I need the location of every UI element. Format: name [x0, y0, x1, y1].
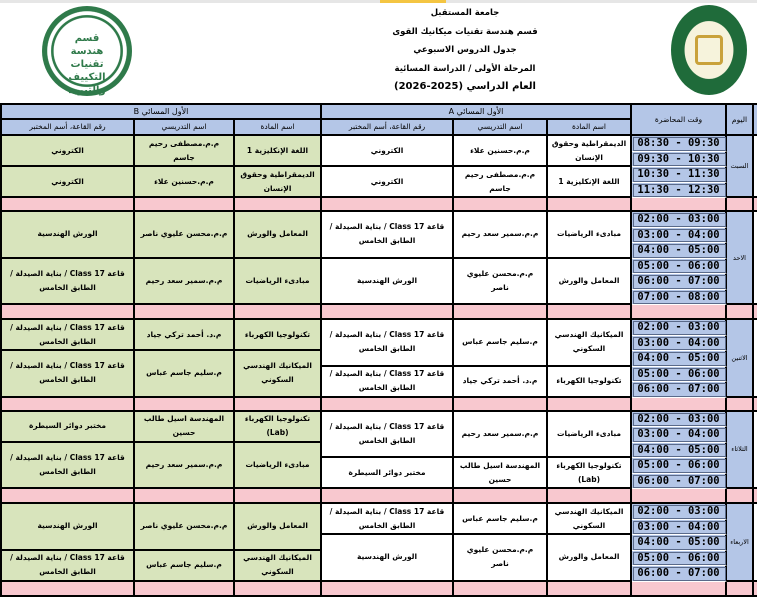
day-separator-cell[interactable]	[632, 582, 727, 597]
column-header-teacher[interactable]: اسم التدريسي	[454, 120, 548, 136]
day-separator-cell[interactable]	[548, 489, 632, 504]
room-cell[interactable]: الكتروني	[2, 136, 135, 167]
subject-cell[interactable]: اللغة الإنكليزية 1	[548, 167, 632, 198]
time-slot[interactable]: 05:00 - 06:00	[632, 259, 727, 275]
time-slot[interactable]: 03:00 - 04:00	[632, 520, 727, 536]
day-separator-cell[interactable]	[454, 398, 548, 412]
day-separator-cell[interactable]	[727, 398, 754, 412]
subject-cell[interactable]: الميكانيك الهندسي السكوني	[235, 551, 322, 582]
teacher-cell[interactable]: م.م.مصطفى رحيم جاسم	[135, 136, 235, 167]
time-slot[interactable]: 05:00 - 06:00	[632, 458, 727, 474]
time-slot[interactable]: 06:00 - 07:00	[632, 474, 727, 490]
day-separator-cell[interactable]	[454, 489, 548, 504]
group-b-header[interactable]: الأول المسائي B	[2, 105, 322, 120]
day-separator-cell[interactable]	[632, 489, 727, 504]
subject-cell[interactable]: اللغة الإنكليزية 1	[235, 136, 322, 167]
room-cell[interactable]: قاعة Class 17 / بناية الصيدلة / الطابق الخامس	[322, 320, 454, 367]
group-a-header[interactable]: الأول المسائي A	[322, 105, 632, 120]
subject-cell[interactable]: تكنولوجيا الكهرباء	[235, 320, 322, 351]
teacher-cell[interactable]: م.سليم جاسم عباس	[454, 320, 548, 367]
day-label[interactable]: الثلاثاء	[727, 412, 754, 490]
day-label[interactable]: الاحد	[727, 212, 754, 305]
day-separator-cell[interactable]	[632, 398, 727, 412]
day-separator-cell[interactable]	[727, 198, 754, 212]
day-separator-cell[interactable]	[235, 198, 322, 212]
time-slot[interactable]: 04:00 - 05:00	[632, 535, 727, 551]
room-cell[interactable]: قاعة Class 17 / بناية الصيدلة / الطابق الخامس	[322, 504, 454, 535]
subject-cell[interactable]: المعامل والورش	[548, 259, 632, 306]
day-column-header[interactable]: اليوم	[727, 105, 754, 136]
teacher-cell[interactable]: م.م.حسنين علاء	[454, 136, 548, 167]
day-separator-cell[interactable]	[235, 305, 322, 320]
room-cell[interactable]: مختبر دوائر السيطرة	[2, 412, 135, 443]
title-stage: المرحلة الأولى / الدراسة المسائية	[394, 63, 536, 74]
teacher-cell[interactable]: م.سليم جاسم عباس	[135, 351, 235, 398]
time-slot[interactable]: 04:00 - 05:00	[632, 351, 727, 367]
time-slot[interactable]: 04:00 - 05:00	[632, 243, 727, 259]
title-schedule: جدول الدروس الاسبوعي	[413, 45, 517, 55]
time-slot[interactable]: 05:00 - 06:00	[632, 367, 727, 383]
day-separator-cell[interactable]	[727, 582, 754, 597]
teacher-cell[interactable]: م.م.محسن عليوي ناصر	[454, 535, 548, 582]
subject-cell[interactable]: مبادىء الرياضيات	[235, 259, 322, 306]
subject-cell[interactable]: تكنولوجيا الكهرباء (Lab)	[548, 458, 632, 489]
room-cell[interactable]: الكتروني	[322, 136, 454, 167]
day-separator-cell[interactable]	[235, 582, 322, 597]
room-cell[interactable]: قاعة Class 17 / بناية الصيدلة / الطابق الخامس	[2, 259, 135, 306]
room-cell[interactable]: قاعة Class 17 / بناية الصيدلة / الطابق الخامس	[322, 367, 454, 398]
day-separator-cell[interactable]	[2, 489, 135, 504]
day-separator-cell[interactable]	[322, 398, 454, 412]
subject-cell[interactable]: مبادىء الرياضيات	[548, 212, 632, 259]
time-slot[interactable]: 10:30 - 11:30	[632, 167, 727, 183]
room-cell[interactable]: قاعة Class 17 / بناية الصيدلة / الطابق الخامس	[322, 212, 454, 259]
room-cell[interactable]: مختبر دوائر السيطرة	[322, 458, 454, 489]
time-slot[interactable]: 02:00 - 03:00	[632, 412, 727, 428]
room-cell[interactable]: قاعة Class 17 / بناية الصيدلة / الطابق الخامس	[2, 443, 135, 490]
subject-cell[interactable]: المعامل والورش	[235, 504, 322, 551]
university-logo	[671, 5, 747, 95]
subject-cell[interactable]: المعامل والورش	[235, 212, 322, 259]
column-header-subject[interactable]: اسم المادة	[235, 120, 322, 136]
day-separator-cell[interactable]	[235, 398, 322, 412]
time-column-header[interactable]: وقت المحاضرة	[632, 105, 727, 136]
subject-cell[interactable]: الديمقراطية وحقوق الإنسان	[235, 167, 322, 198]
teacher-cell[interactable]: م.م.محسن عليوي ناصر	[135, 212, 235, 259]
room-cell[interactable]: الورش الهندسية	[2, 212, 135, 259]
day-separator-cell[interactable]	[322, 489, 454, 504]
day-separator-cell[interactable]	[548, 305, 632, 320]
time-slot[interactable]: 09:30 - 10:30	[632, 152, 727, 168]
subject-cell[interactable]: الميكانيك الهندسي السكوني	[548, 320, 632, 367]
time-slot[interactable]: 03:00 - 04:00	[632, 427, 727, 443]
time-slot[interactable]: 05:00 - 06:00	[632, 551, 727, 567]
subject-cell[interactable]: الميكانيك الهندسي السكوني	[235, 351, 322, 398]
day-separator-cell[interactable]	[2, 398, 135, 412]
time-slot[interactable]: 08:30 - 09:30	[632, 136, 727, 152]
time-slot[interactable]: 02:00 - 03:00	[632, 320, 727, 336]
day-separator-cell[interactable]	[135, 582, 235, 597]
subject-cell[interactable]: تكنولوجيا الكهرباء (Lab)	[235, 412, 322, 443]
teacher-cell[interactable]: م.سليم جاسم عباس	[135, 551, 235, 582]
title-university: جامعة المستقبل	[430, 8, 500, 18]
room-cell[interactable]: قاعة Class 17 / بناية الصيدلة / الطابق الخامس	[2, 551, 135, 582]
column-header-teacher[interactable]: اسم التدريسي	[135, 120, 235, 136]
teacher-cell[interactable]: م.د. أحمد تركي جياد	[454, 367, 548, 398]
time-slot[interactable]: 06:00 - 07:00	[632, 566, 727, 582]
day-separator-cell[interactable]	[727, 305, 754, 320]
column-header-subject[interactable]: اسم المادة	[548, 120, 632, 136]
teacher-cell[interactable]: م.م.محسن عليوي ناصر	[135, 504, 235, 551]
teacher-cell[interactable]: م.م.سمير سعد رحيم	[454, 212, 548, 259]
day-label[interactable]: السبت	[727, 136, 754, 198]
time-slot[interactable]: 11:30 - 12:30	[632, 183, 727, 199]
time-slot[interactable]: 06:00 - 07:00	[632, 382, 727, 398]
day-separator-cell[interactable]	[2, 305, 135, 320]
document-title	[360, 4, 570, 97]
day-separator-cell[interactable]	[727, 489, 754, 504]
room-cell[interactable]: قاعة Class 17 / بناية الصيدلة / الطابق الخامس	[2, 351, 135, 398]
column-header-room[interactable]: رقم القاعة، أسم المختبر	[322, 120, 454, 136]
column-header-room[interactable]: رقم القاعة، أسم المختبر	[2, 120, 135, 136]
day-label[interactable]: الاثنين	[727, 320, 754, 398]
room-cell[interactable]: الكتروني	[2, 167, 135, 198]
day-separator-cell[interactable]	[235, 489, 322, 504]
time-slot[interactable]: 02:00 - 03:00	[632, 212, 727, 228]
timetable-grid	[0, 103, 757, 597]
teacher-cell[interactable]: م.م.سمير سعد رحيم	[135, 443, 235, 490]
title-year: العام الدراسي (2025-2026)	[394, 81, 536, 92]
time-slot[interactable]: 03:00 - 04:00	[632, 228, 727, 244]
day-separator-cell[interactable]	[135, 489, 235, 504]
day-separator-cell[interactable]	[2, 582, 135, 597]
day-separator-cell[interactable]	[322, 198, 454, 212]
time-slot[interactable]: 06:00 - 07:00	[632, 274, 727, 290]
teacher-cell[interactable]: المهندسة اسيل طالب حسين	[135, 412, 235, 443]
spreadsheet-column-bar	[0, 0, 757, 3]
teacher-cell[interactable]: م.م.سمير سعد رحيم	[135, 259, 235, 306]
day-separator-cell[interactable]	[632, 198, 727, 212]
day-separator-cell[interactable]	[548, 582, 632, 597]
day-separator-cell[interactable]	[135, 198, 235, 212]
teacher-cell[interactable]: م.د. أحمد تركي جياد	[135, 320, 235, 351]
teacher-cell[interactable]: م.م.سمير سعد رحيم	[454, 412, 548, 459]
day-separator-cell[interactable]	[632, 305, 727, 320]
day-separator-cell[interactable]	[548, 198, 632, 212]
room-cell[interactable]: الورش الهندسية	[322, 535, 454, 582]
department-logo-text: قسم هندسة تقنيات التكييف والتبريد	[68, 33, 106, 96]
day-separator-cell[interactable]	[454, 582, 548, 597]
title-department: قسم هندسة تقنيات ميكانيك القوى	[392, 26, 538, 37]
subject-cell[interactable]: مبادىء الرياضيات	[548, 412, 632, 459]
subject-cell[interactable]: تكنولوجيا الكهرباء	[548, 367, 632, 398]
subject-cell[interactable]: الديمقراطية وحقوق الإنسان	[548, 136, 632, 167]
subject-cell[interactable]: الميكانيك الهندسي السكوني	[548, 504, 632, 535]
subject-cell[interactable]: مبادىء الرياضيات	[235, 443, 322, 490]
teacher-cell[interactable]: م.م.محسن عليوي ناصر	[454, 259, 548, 306]
selected-column	[380, 0, 446, 3]
room-cell[interactable]: قاعة Class 17 / بناية الصيدلة / الطابق الخامس	[2, 320, 135, 351]
time-slot[interactable]: 03:00 - 04:00	[632, 336, 727, 352]
day-separator-cell[interactable]	[135, 305, 235, 320]
day-separator-cell[interactable]	[2, 198, 135, 212]
day-separator-cell[interactable]	[322, 582, 454, 597]
day-separator-cell[interactable]	[135, 398, 235, 412]
room-cell[interactable]: الورش الهندسية	[2, 504, 135, 551]
department-logo	[42, 6, 132, 96]
teacher-cell[interactable]: المهندسة اسيل طالب حسين	[454, 458, 548, 489]
teacher-cell[interactable]: م.م.حسنين علاء	[135, 167, 235, 198]
day-label[interactable]: الاربعاء	[727, 504, 754, 582]
day-separator-cell[interactable]	[548, 398, 632, 412]
time-slot[interactable]: 04:00 - 05:00	[632, 443, 727, 459]
day-separator-cell[interactable]	[454, 198, 548, 212]
room-cell[interactable]: الكتروني	[322, 167, 454, 198]
university-logo-emblem	[695, 35, 723, 65]
time-slot[interactable]: 07:00 - 08:00	[632, 290, 727, 306]
room-cell[interactable]: قاعة Class 17 / بناية الصيدلة / الطابق الخامس	[322, 412, 454, 459]
room-cell[interactable]: الورش الهندسية	[322, 259, 454, 306]
teacher-cell[interactable]: م.سليم جاسم عباس	[454, 504, 548, 535]
teacher-cell[interactable]: م.م.مصطفى رحيم جاسم	[454, 167, 548, 198]
time-slot[interactable]: 02:00 - 03:00	[632, 504, 727, 520]
day-separator-cell[interactable]	[454, 305, 548, 320]
subject-cell[interactable]: المعامل والورش	[548, 535, 632, 582]
day-separator-cell[interactable]	[322, 305, 454, 320]
